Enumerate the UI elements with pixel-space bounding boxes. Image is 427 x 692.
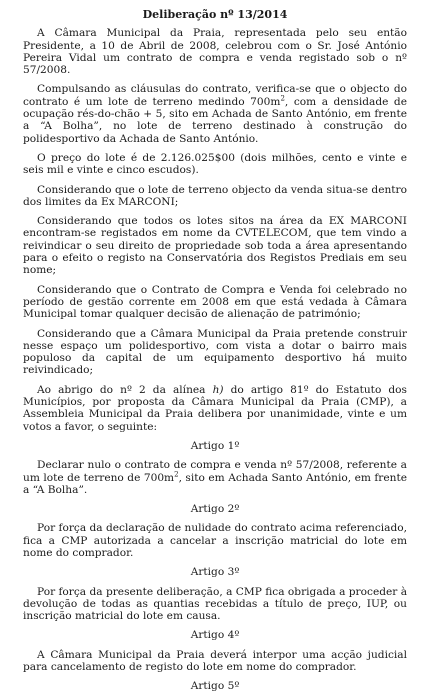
paragraph-2-text-b: , com a densidade de ocupação rés-do-chão + 5, sito em Achada de Santo António, em frente a “A Bolha”, no lote de terreno destinado à construção do polidesportivo da Achada de Santo António. [23, 95, 407, 145]
article-1-text [23, 459, 407, 496]
paragraph-5: Considerando que todos os lotes sitos na área da EX MARCONI encontram-se registados em nome da CVTELECOM, que tem vindo a reivindicar o seu direito de propriedade sob toda a área apresentando para o efeito o registo na Conservatória dos Registos Prediais em seu nome; [23, 215, 407, 277]
article-1-text-b: , sito em Achada Santo António, em frente a “A Bolha”. [23, 471, 407, 496]
article-3-heading: Artigo 3º [190, 566, 240, 579]
paragraph-2-superscript: 2 [280, 94, 285, 103]
article-1-superscript: 2 [174, 469, 179, 478]
document-title: Deliberação nº 13/2014 [142, 8, 288, 21]
article-1-heading: Artigo 1º [190, 439, 240, 452]
article-2-text: Por força da declaração de nulidade do contrato acima referenciado, fica a CMP autorizada a cancelar a inscrição matricial do lote em nome do comprador. [23, 522, 407, 559]
article-1-text-a: Declarar nulo o contrato de compra e venda nº 57/2008, referente a um lote de terreno de 700m [23, 459, 407, 484]
article-4-heading: Artigo 4º [190, 629, 240, 642]
article-4-text: A Câmara Municipal da Praia deverá interpor uma acção judicial para cancelamento de registo do lote em nome do comprador. [23, 648, 407, 674]
article-5-heading: Artigo 5º [190, 680, 240, 692]
paragraph-8-text-b: do artigo 81º do Estatuto dos Municípios, por proposta da Câmara Municipal da Praia (CMP), a Assembleia Municipal da Praia delibera por unanimidade, vinte e um votos a favor, o seguinte: [23, 383, 407, 433]
paragraph-7: Considerando que a Câmara Municipal da Praia pretende construir nesse espaço um polidesportivo, com vista a dotar o bairro mais populoso da capital de um equipamento desportivo há muito reivindicado; [23, 327, 407, 377]
paragraph-8-text-a: Ao abrigo do nº 2 da alínea [37, 383, 213, 396]
paragraph-2-text-a: Compulsando as cláusulas do contrato, verifica-se que o objecto do contrato é um lote de terreno medindo 700m [23, 83, 407, 108]
paragraph-8-italic: h) [212, 383, 224, 396]
paragraph-1: A Câmara Municipal da Praia, representada pelo seu então Presidente, a 10 de Abril de 2008, celebrou com o Sr. José António Pereira Vidal um contrato de compra e venda registado sob o nº 57/2008. [23, 27, 407, 77]
article-3-text: Por força da presente deliberação, a CMP fica obrigada a proceder à devolução de todas as quantias recebidas a título de preço, IUP, ou inscrição matricial do lote em causa. [23, 585, 408, 623]
paragraph-3: O preço do lote é de 2.126.025$00 (dois milhões, cento e vinte e seis mil e vinte e cinco escudos). [23, 151, 407, 177]
article-2-heading: Artigo 2º [190, 503, 240, 516]
paragraph-8 [23, 384, 407, 433]
paragraph-6: Considerando que o Contrato de Compra e Venda foi celebrado no período de gestão corrente em 2008 em que está vedada à Câmara Municipal tomar qualquer decisão de alienação de património; [23, 283, 407, 321]
paragraph-2 [23, 83, 407, 144]
paragraph-4: Considerando que o lote de terreno objecto da venda situa-se dentro dos limites da Ex MARCONI; [23, 183, 407, 208]
